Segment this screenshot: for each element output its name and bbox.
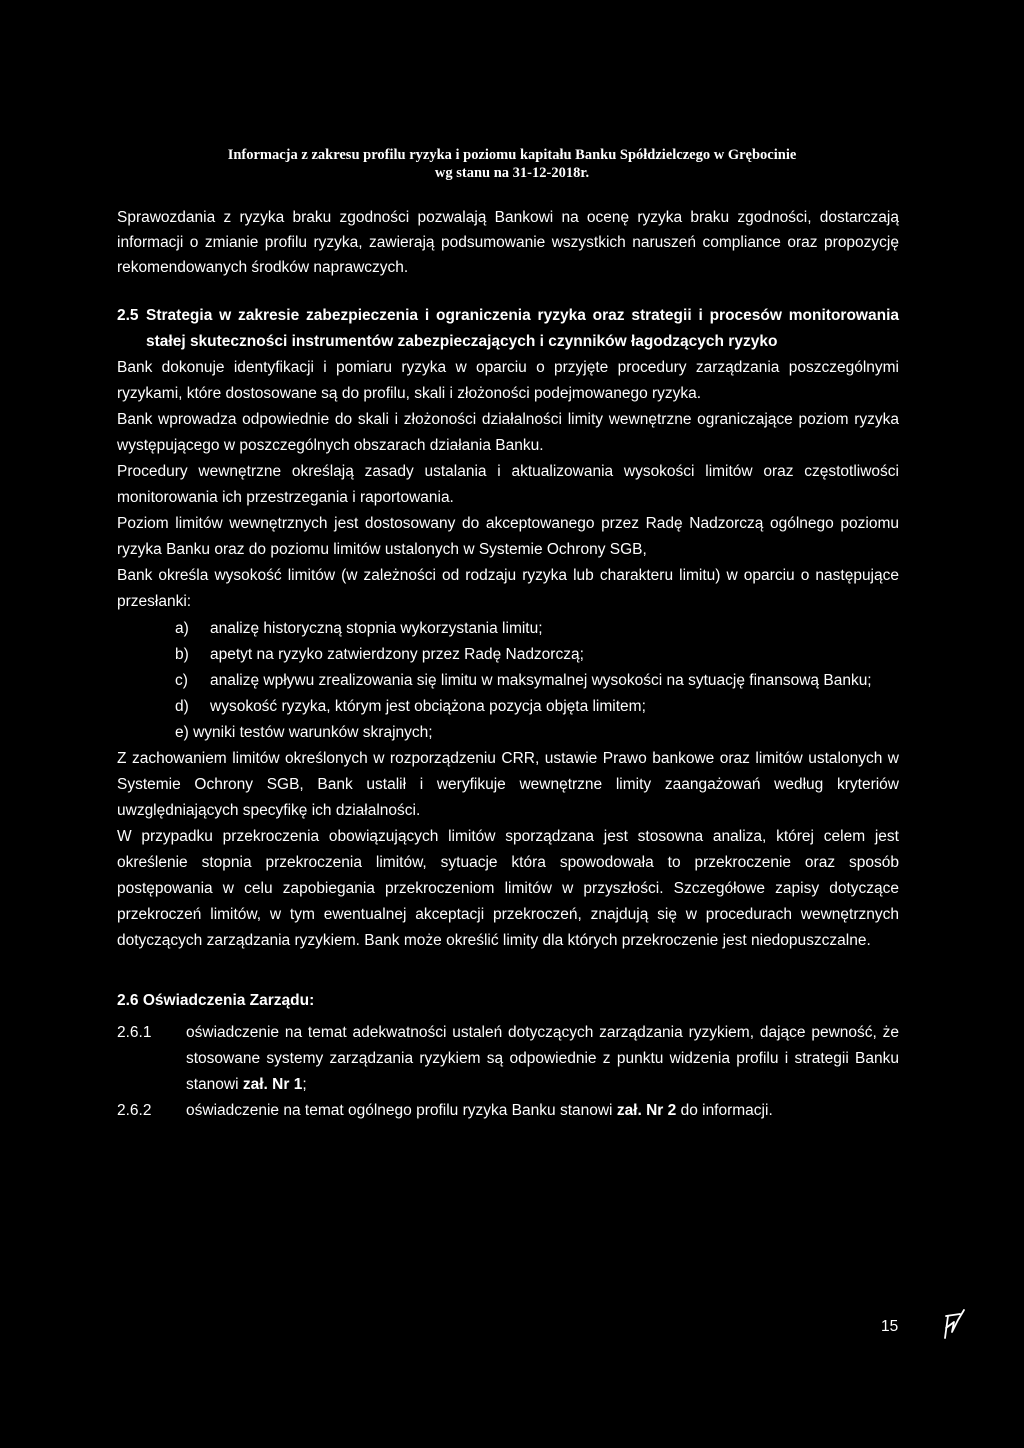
list-item-label: a) xyxy=(175,620,189,637)
declarations-list xyxy=(117,1020,899,1124)
list-item-label: d) xyxy=(175,698,189,715)
attachment-reference: zał. Nr 2 xyxy=(616,1102,677,1119)
paragraph: Bank określa wysokość limitów (w zależności od rodzaju ryzyka lub charakteru limitu) w oparciu o następujące przesłanki: xyxy=(117,567,899,610)
list-item-text: analizę wpływu zrealizowania się limitu w maksymalnej wysokości na sytuację finansową Banku; xyxy=(210,672,872,689)
paragraph: Procedury wewnętrzne określają zasady ustalania i aktualizowania wysokości limitów oraz częstotliwości monitorowania ich przestrzegania i raportowania. xyxy=(117,463,899,506)
page-number: 15 xyxy=(881,1318,899,1335)
paragraph: Bank dokonuje identyfikacji i pomiaru ryzyka w oparciu o przyjęte procedury zarządzania poszczególnymi ryzykami, które dostosowane są do profilu, skali i złożoności podejmowanego ryzyka. xyxy=(117,359,899,402)
declaration-item xyxy=(117,1098,899,1124)
header-date: wg stanu na 31-12-2018r. xyxy=(434,165,590,181)
header-title: Informacja z zakresu profilu ryzyka i poziomu kapitału Banku Spółdzielczego w Grębocinie xyxy=(227,147,797,163)
declaration-tail: do informacji. xyxy=(676,1102,773,1119)
criteria-list xyxy=(117,616,899,746)
list-item-text: apetyt na ryzyko zatwierdzony przez Radę Nadzorczą; xyxy=(210,646,584,663)
attachment-reference: zał. Nr 1 xyxy=(242,1076,303,1093)
section-2-5-number: 2.5 xyxy=(117,307,139,324)
paragraph: Z zachowaniem limitów określonych w rozporządzeniu CRR, ustawie Prawo bankowe oraz limitów ustalonych w Systemie Ochrony SGB, Bank ustalił i weryfikuje wewnętrzne limity zaangażowań według kryteriów uwzględniających specyfikę ich działalności. xyxy=(117,750,899,819)
declaration-item xyxy=(117,1020,899,1098)
page-header xyxy=(0,146,1024,182)
list-item xyxy=(117,668,899,694)
section-2-5-heading xyxy=(117,303,899,355)
declaration-text: oświadczenie na temat adekwatności ustaleń dotyczących zarządzania ryzykiem, dające pewność, że stosowane systemy zarządzania ryzykiem są odpowiednie z punktu widzenia profilu i strategii Banku stanowi xyxy=(186,1024,899,1093)
list-item-label: c) xyxy=(175,672,188,689)
declaration-tail: ; xyxy=(302,1076,307,1093)
paragraph: Bank wprowadza odpowiednie do skali i złożoności działalności limity wewnętrzne ograniczające poziom ryzyka występującego w poszczególnych obszarach działania Banku. xyxy=(117,411,899,454)
paragraph: Poziom limitów wewnętrznych jest dostosowany do akceptowanego przez Radę Nadzorczą ogólnego poziomu ryzyka Banku oraz do poziomu limitów ustalonych w Systemie Ochrony SGB, xyxy=(117,515,899,558)
list-item-text: wysokość ryzyka, którym jest obciążona pozycja objęta limitem; xyxy=(210,698,646,715)
declaration-number: 2.6.2 xyxy=(117,1102,152,1119)
document-body xyxy=(117,205,899,1124)
list-item: e) wyniki testów warunków skrajnych; xyxy=(175,724,433,741)
list-item xyxy=(117,694,899,720)
declaration-number: 2.6.1 xyxy=(117,1024,152,1041)
intro-paragraph: Sprawozdania z ryzyka braku zgodności pozwalają Bankowi na ocenę ryzyka braku zgodności, dostarczają informacji o zmianie profilu ryzyka, zawierają podsumowanie wszystkich naruszeń compliance oraz propozycję rekomendowanych środków naprawczych. xyxy=(117,209,899,276)
list-item-text: analizę historyczną stopnia wykorzystania limitu; xyxy=(210,620,543,637)
list-item xyxy=(117,616,899,642)
section-2-6-heading: 2.6 Oświadczenia Zarządu: xyxy=(117,992,315,1009)
list-item-label: b) xyxy=(175,646,189,663)
paragraph: W przypadku przekroczenia obowiązujących limitów sporządzana jest stosowna analiza, której celem jest określenie stopnia przekroczenia limitów, sytuacje która spowodowała to przekroczenie oraz sposób postępowania w celu zapobiegania przekroczeniom limitów w przyszłości. Szczegółowe zapisy dotyczące przekroczeń limitów, w tym ewentualnej akceptacji przekroczeń, znajdują się w procedurach wewnętrznych dotyczących zarządzania ryzykiem. Bank może określić limity dla których przekroczenie jest niedopuszczalne. xyxy=(117,828,899,949)
section-2-5-title: Strategia w zakresie zabezpieczenia i ograniczenia ryzyka oraz strategii i procesów monitorowania stałej skuteczności instrumentów zabezpieczających i czynników łagodzących ryzyko xyxy=(146,307,899,350)
signature-mark xyxy=(940,1308,970,1342)
list-item xyxy=(117,642,899,668)
declaration-text: oświadczenie na temat ogólnego profilu ryzyka Banku stanowi xyxy=(186,1102,617,1119)
